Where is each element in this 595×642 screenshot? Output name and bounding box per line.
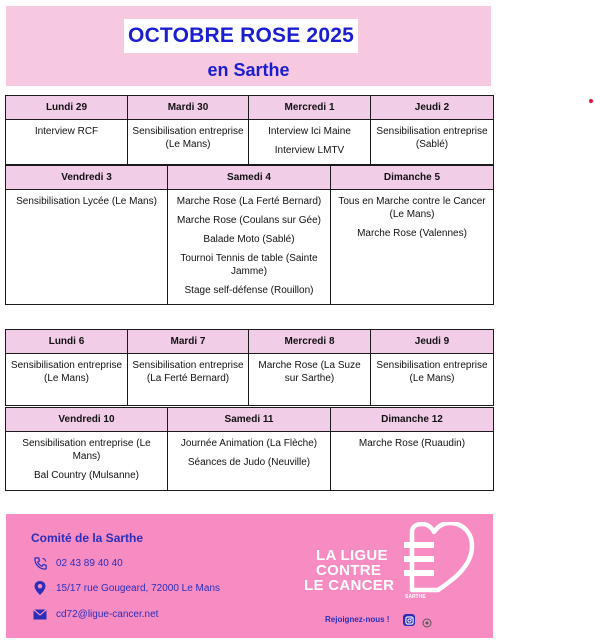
event-item: Balade Moto (Sablé) [203, 234, 295, 245]
day-header: Jeudi 9 [371, 330, 494, 354]
day-header: Mardi 30 [128, 96, 249, 120]
event-item: Marche Rose (Valennes) [357, 228, 467, 239]
event-item: Marche Rose (Coulans sur Gée) [177, 215, 321, 226]
day-events [168, 190, 331, 305]
contact-phone [32, 555, 123, 571]
logo-subtitle: SARTHE [405, 594, 426, 600]
event-item: Marche Rose (Ruaudin) [358, 438, 466, 449]
events-row [6, 432, 494, 491]
day-header-row [6, 408, 494, 432]
day-header: Mercredi 1 [249, 96, 371, 120]
day-header: Samedi 11 [168, 408, 331, 432]
location-pin-icon [32, 580, 48, 596]
phone-icon [32, 555, 48, 571]
committee-name: Comité de la Sarthe [31, 531, 144, 545]
events-row [6, 190, 494, 305]
title-box [124, 19, 358, 53]
event-item: Tournoi Tennis de table (Sainte Jamme) [180, 253, 318, 277]
event-item: Journée Animation (La Flèche) [180, 438, 318, 449]
day-header: Lundi 29 [6, 96, 128, 120]
day-events [168, 432, 331, 491]
event-item: Sensibilisation entreprise (La Ferté Bernard) [132, 360, 244, 384]
day-header: Vendredi 3 [6, 166, 168, 190]
instagram-icon[interactable] [403, 614, 415, 626]
logo-line-1: LA LIGUE [316, 547, 388, 564]
event-item: Sensibilisation entreprise (Sablé) [376, 126, 488, 150]
event-item: Sensibilisation entreprise (Le Mans) [376, 360, 488, 384]
red-dot [589, 99, 593, 103]
event-item: Sensibilisation entreprise (Le Mans) [22, 438, 151, 462]
day-header-row [6, 166, 494, 190]
day-events [6, 120, 128, 165]
contact-address [32, 580, 220, 596]
day-events [128, 120, 249, 165]
day-header: Dimanche 12 [331, 408, 494, 432]
day-header-row [6, 96, 494, 120]
event-item: Tous en Marche contre le Cancer (Le Mans) [338, 196, 486, 220]
social-icon[interactable] [422, 615, 432, 625]
contact-email [32, 606, 158, 622]
ligue-logo [302, 522, 482, 602]
day-events [371, 354, 494, 406]
event-item: Sensibilisation entreprise (Le Mans) [10, 360, 123, 384]
event-item: Marche Rose (La Ferté Bernard) [176, 196, 322, 207]
events-row [6, 120, 494, 165]
day-header: Mercredi 8 [249, 330, 371, 354]
email-link[interactable]: cd72@ligue-cancer.net [56, 608, 159, 620]
page-subtitle: en Sarthe [207, 60, 290, 80]
event-item: Bal Country (Mulsanne) [33, 470, 140, 481]
heart-logo-icon [398, 522, 478, 594]
join-us-text: Rejoignez-nous ! [325, 615, 390, 624]
day-header: Mardi 7 [128, 330, 249, 354]
day-events [6, 354, 128, 406]
day-events [128, 354, 249, 406]
page-title: OCTOBRE ROSE 2025 [128, 24, 354, 47]
day-header-row [6, 330, 494, 354]
day-header: Dimanche 5 [331, 166, 494, 190]
logo-line-2: CONTRE [316, 562, 382, 579]
event-item: Marche Rose (La Suze sur Sarthe) [258, 360, 361, 384]
day-header: Vendredi 10 [6, 408, 168, 432]
event-item: Sensibilisation entreprise (Le Mans) [132, 126, 244, 150]
header-banner [6, 6, 491, 86]
event-item: Stage self-défense (Rouillon) [184, 285, 314, 296]
email-icon [32, 606, 48, 622]
day-events [249, 354, 371, 406]
event-item: Séances de Judo (Neuville) [187, 457, 311, 468]
address-text: 15/17 rue Gougeard, 72000 Le Mans [56, 582, 221, 594]
day-events [371, 120, 494, 165]
day-events [6, 190, 168, 305]
day-header: Lundi 6 [6, 330, 128, 354]
logo-line-3: LE CANCER [304, 577, 395, 594]
day-events [331, 190, 494, 305]
phone-text: 02 43 89 40 40 [56, 557, 123, 569]
event-item: Interview RCF [34, 126, 99, 137]
day-header: Jeudi 2 [371, 96, 494, 120]
week1-row2-table [5, 165, 494, 305]
day-events [6, 432, 168, 491]
events-row [6, 354, 494, 406]
week2-row2-table [5, 407, 494, 491]
day-events [331, 432, 494, 491]
event-item: Interview Ici Maine [268, 126, 351, 137]
week2-row1-table [5, 329, 494, 406]
day-header: Samedi 4 [168, 166, 331, 190]
week1-row1-table [5, 95, 494, 165]
footer-banner [6, 514, 493, 638]
event-item: Interview LMTV [274, 145, 345, 156]
event-item: Sensibilisation Lycée (Le Mans) [16, 196, 157, 207]
day-events [249, 120, 371, 165]
